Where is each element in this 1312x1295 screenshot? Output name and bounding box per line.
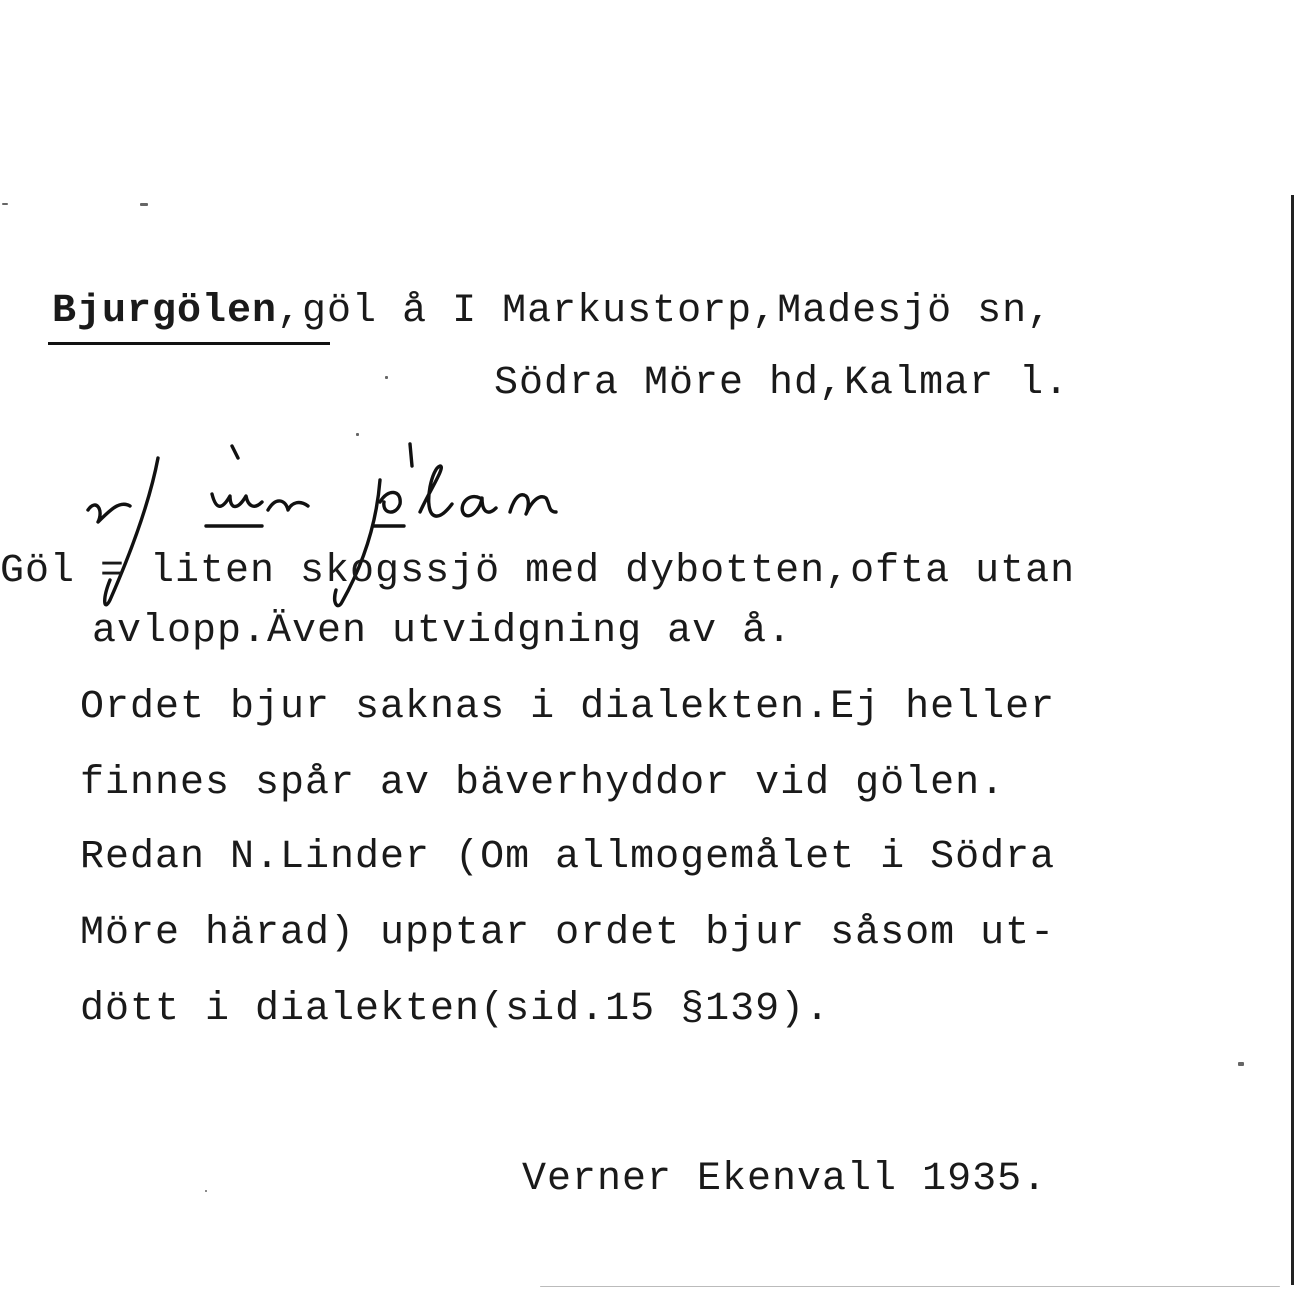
- note-line-1: Ordet bjur saknas i dialekten.Ej heller: [80, 685, 1056, 730]
- note-line-2: finnes spår av bäverhyddor vid gölen.: [80, 761, 1006, 806]
- scan-speck: [205, 1190, 207, 1192]
- scan-speck: [356, 433, 359, 436]
- place-name: Bjurgölen: [52, 289, 278, 334]
- card-edge-line: [1291, 195, 1294, 1285]
- place-name-underline: [48, 342, 330, 345]
- definition-line-1: Göl = liten skogssjö med dybotten,ofta utan: [0, 549, 1076, 594]
- scan-speck: [140, 203, 148, 206]
- definition-line-2: avlopp.Även utvidgning av å.: [92, 609, 793, 654]
- scan-speck: [2, 203, 8, 205]
- heading-line-1: [52, 288, 1052, 336]
- heading-rest: ,göl å I Markustorp,Madesjö sn,: [277, 289, 1053, 334]
- note-line-4: Möre härad) upptar ordet bjur såsom ut-: [80, 911, 1056, 956]
- note-line-5: dött i dialekten(sid.15 §139).: [80, 987, 831, 1032]
- signature: Verner Ekenvall 1935.: [522, 1157, 1048, 1202]
- note-line-3: Redan N.Linder (Om allmogemålet i Södra: [80, 835, 1056, 880]
- scan-speck: [1238, 1062, 1244, 1066]
- scan-edge: [540, 1286, 1280, 1287]
- scan-speck: [385, 376, 388, 379]
- heading-line-2: Södra Möre hd,Kalmar l.: [494, 361, 1070, 406]
